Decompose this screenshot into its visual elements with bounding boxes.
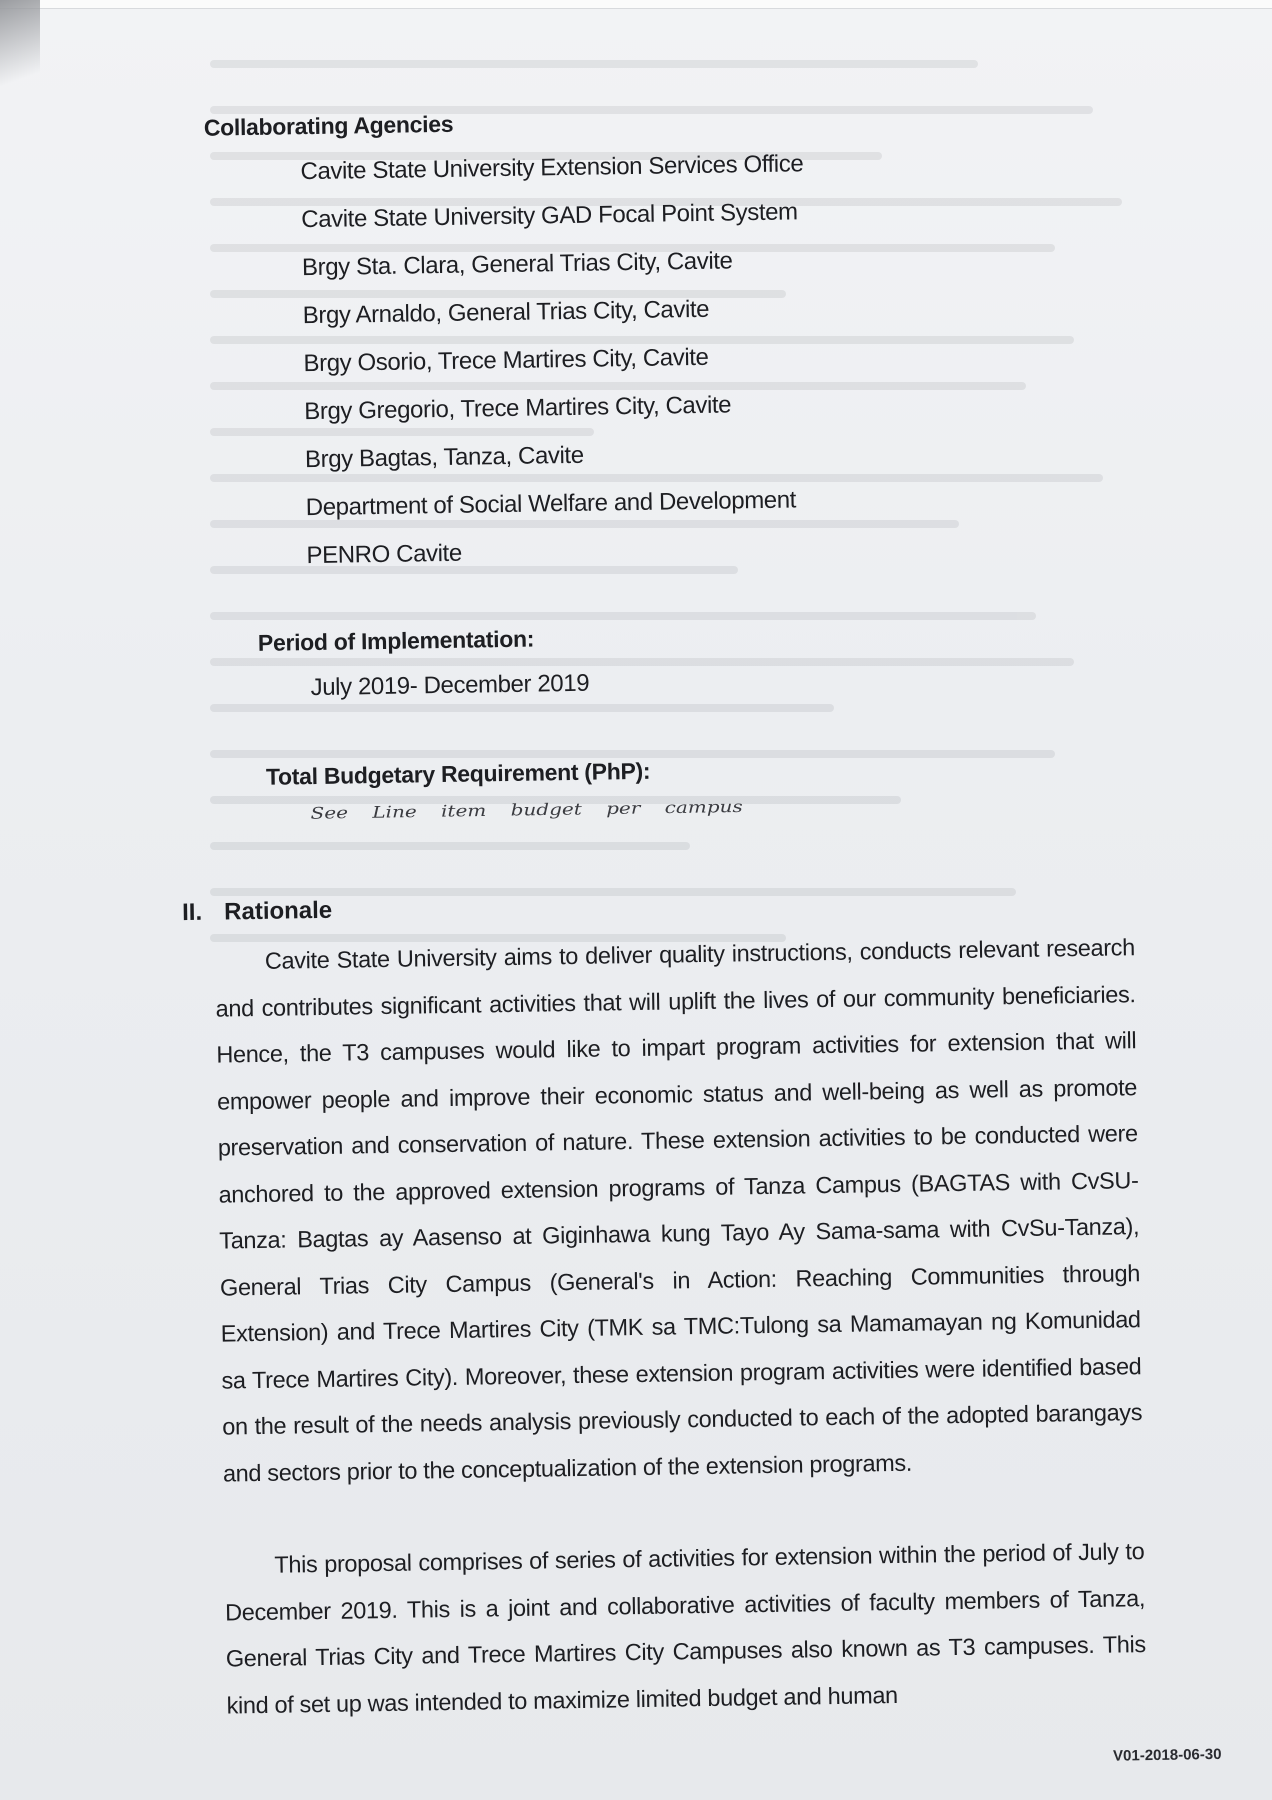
- agency-item: Brgy Osorio, Trece Martires City, Cavite: [303, 343, 709, 378]
- section-title: Rationale: [223, 896, 333, 926]
- rationale-paragraph-1: Cavite State University aims to deliver quality instructions, conducts relevant research and contributes significant activities that will uplift the lives of our community beneficiaries. Hence, the T3 campuses would like to impart program activities for extension that will empower people and improve their economic status and well-being as well as promote preservation and conservation of nature. These extension activities to be conducted were anchored to the approved extension programs of Tanza Campus (BAGTAS with CvSU-Tanza: Bagtas ay Aasenso at Giginhawa kung Tayo Ay Sama-sama with CvSu-Tanza), General Trias City Campus (General's in Action: Reaching Communities through Extension) and Trece Martires City (TMK sa TMC:Tulong sa Mamamayan ng Komunidad sa Trece Martires City). Moreover, these extension program activities were identified based on the result of the needs analysis previously conducted to each of the adopted barangays and sectors prior to the conceptualization of the extension programs.: [215, 934, 1143, 1487]
- period-value: July 2019- December 2019: [310, 669, 590, 702]
- section-number: II.: [181, 898, 203, 927]
- agency-item: Cavite State University GAD Focal Point System: [301, 198, 798, 234]
- handwritten-budget-note: See Line item budget per campus: [310, 796, 743, 823]
- budget-heading: Total Budgetary Requirement (PhP):: [265, 757, 651, 790]
- period-heading: Period of Implementation:: [257, 625, 535, 656]
- collaborating-agencies-heading: Collaborating Agencies: [203, 110, 454, 141]
- rationale-paragraph-2: This proposal comprises of series of activities for extension within the period of July to December 2019. This is a joint and collaborative activities of faculty members of Tanza, General Trias City and Trece Martires City Campuses also known as T3 campuses. This kind of set up was intended to maximize limited budget and human: [224, 1538, 1146, 1719]
- agency-item: Brgy Gregorio, Trece Martires City, Cavite: [304, 391, 732, 426]
- agency-item: Department of Social Welfare and Development: [305, 486, 797, 522]
- agency-item: Brgy Bagtas, Tanza, Cavite: [304, 441, 584, 474]
- document-code: V01-2018-06-30: [1112, 1745, 1222, 1765]
- agency-item: PENRO Cavite: [306, 539, 462, 570]
- agency-item: Cavite State University Extension Services Office: [300, 150, 804, 186]
- agency-item: Brgy Arnaldo, General Trias City, Cavite: [302, 295, 710, 330]
- rationale-heading: [182, 897, 332, 927]
- agency-item: Brgy Sta. Clara, General Trias City, Cavite: [301, 247, 733, 282]
